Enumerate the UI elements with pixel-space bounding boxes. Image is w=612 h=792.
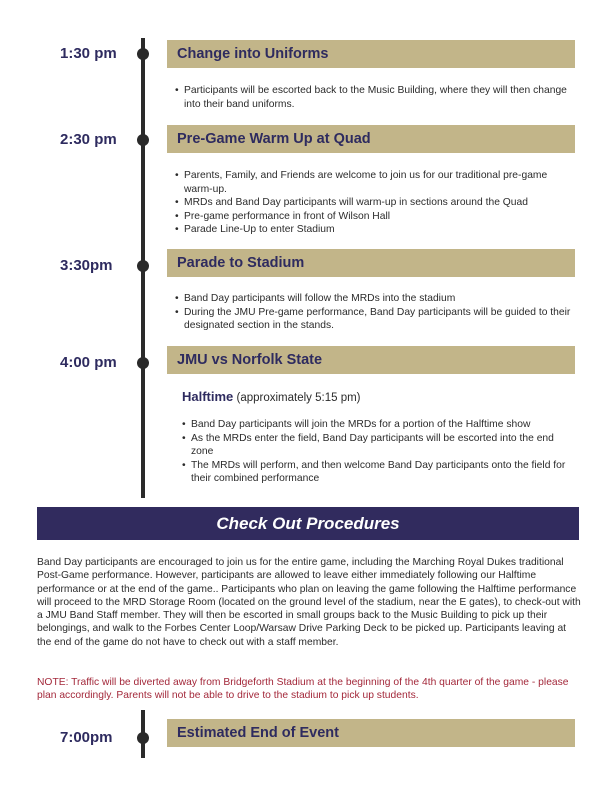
section-title: JMU vs Norfolk State <box>177 352 323 368</box>
list-item: • Pre-game performance in front of Wilson Hall <box>175 210 391 222</box>
section-title: Pre-Game Warm Up at Quad <box>177 131 371 147</box>
schedule-time: 7:00pm <box>60 729 113 746</box>
halftime-heading <box>182 389 361 404</box>
schedule-time: 1:30 pm <box>60 45 117 62</box>
section-header-bar <box>167 719 575 747</box>
schedule-time: 3:30pm <box>60 257 113 274</box>
list-item: • As the MRDs enter the field, Band Day participants will be escorted into the end zone <box>182 432 554 457</box>
section-header-bar <box>167 125 575 153</box>
list-item: • Parade Line-Up to enter Stadium <box>175 224 335 235</box>
timeline-dot <box>137 260 149 272</box>
timeline-dot <box>137 732 149 744</box>
bullet-list <box>175 292 575 333</box>
list-item: • Band Day participants will follow the MRDs into the stadium <box>175 293 456 304</box>
list-item: • Band Day participants will join the MRDs for a portion of the Halftime show <box>182 419 531 430</box>
bullet-list <box>175 84 575 111</box>
schedule-time: 4:00 pm <box>60 354 117 371</box>
checkout-paragraph: Band Day participants are encouraged to join us for the entire game, including the Marching Royal Dukes traditional Post-Game performance. However, participants are allowed to leave either immediately following our Halftime performance or at the end of the game.. Participants who plan on leaving the game following the Halftime performance will proceed to the MRD Storage Room (located on the ground level of the stadium, near the E gates), to check-out with a JMU Band Staff member. They will then be escorted in small groups back to the Music Building to pick up their belongings, and walk to the Forbes Center Loop/Warsaw Drive Parking Deck to be picked up. Participants leaving at the end of the game do not have to check out with a staff member. <box>37 557 581 648</box>
halftime-title: Halftime <box>182 389 234 404</box>
timeline-dot <box>137 48 149 60</box>
list-item: • Participants will be escorted back to the Music Building, where they will then change into their band uniforms. <box>175 85 567 110</box>
section-header-bar <box>167 40 575 68</box>
section-header-bar <box>167 249 575 277</box>
list-item: • During the JMU Pre-game performance, Band Day participants will be guided to their designated section in the stands. <box>175 306 571 331</box>
checkout-banner <box>37 507 579 540</box>
section-header-bar <box>167 346 575 374</box>
schedule-time: 2:30 pm <box>60 131 117 148</box>
halftime-note: (approximately 5:15 pm) <box>236 392 361 404</box>
checkout-title: Check Out Procedures <box>216 514 400 533</box>
timeline-dot <box>137 134 149 146</box>
traffic-note: NOTE: Traffic will be diverted away from Bridgeforth Stadium at the beginning of the 4th quarter of the game - please plan accordingly. Parents will not be able to drive to the stadium to pick up students. <box>37 677 569 702</box>
list-item: • The MRDs will perform, and then welcome Band Day participants onto the field for their combined performance <box>182 459 566 484</box>
list-item: • MRDs and Band Day participants will warm-up in sections around the Quad <box>175 197 528 208</box>
section-title: Parade to Stadium <box>177 255 305 271</box>
timeline-dot <box>137 357 149 369</box>
section-title: Estimated End of Event <box>177 725 339 741</box>
bullet-list <box>182 418 575 486</box>
section-title: Change into Uniforms <box>177 46 329 62</box>
bullet-list <box>175 169 575 237</box>
list-item: • Parents, Family, and Friends are welcome to join us for our traditional pre-game warm-up. <box>175 170 548 195</box>
